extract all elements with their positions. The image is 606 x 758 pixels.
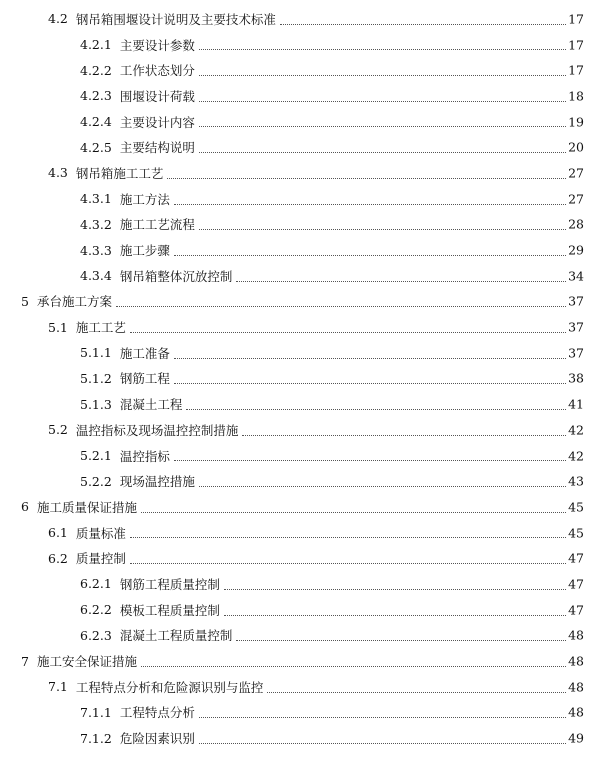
- toc-entry-title: 现场温控措施: [119, 474, 195, 490]
- toc-entry[interactable]: [0, 134, 606, 160]
- toc-entry-page-number: 19: [568, 114, 584, 130]
- toc-entry-page-number: 48: [568, 653, 584, 669]
- dot-leader: [116, 306, 574, 307]
- dot-leader: [141, 666, 574, 667]
- toc-entry-number: 6.2: [48, 550, 68, 566]
- dot-leader: [199, 75, 574, 76]
- toc-entry-page-number: 47: [568, 550, 584, 566]
- toc-entry-page-number: 48: [568, 679, 584, 695]
- toc-entry-title: 工程特点分析和危险源识别与监控: [75, 679, 264, 695]
- toc-entry-page-number: 41: [568, 396, 584, 412]
- toc-entry[interactable]: [0, 109, 606, 135]
- toc-entry[interactable]: [0, 212, 606, 238]
- toc-entry-page-number: 37: [568, 345, 584, 361]
- dot-leader: [242, 435, 574, 436]
- toc-entry-page-number: 37: [568, 319, 584, 335]
- dot-leader: [224, 589, 574, 590]
- dot-leader: [186, 409, 574, 410]
- toc-entry-number: 5.2.2: [80, 473, 112, 489]
- toc-entry-number: 5.1.2: [80, 370, 112, 386]
- dot-leader: [199, 126, 574, 127]
- toc-entry[interactable]: [0, 443, 606, 469]
- toc-entry-page-number: 37: [568, 293, 584, 309]
- toc-entry[interactable]: [0, 700, 606, 726]
- toc-entry-title: 钢吊箱围堰设计说明及主要技术标准: [75, 11, 276, 27]
- toc-entry-number: 6: [21, 499, 29, 515]
- toc-entry-number: 6.2.2: [80, 602, 112, 618]
- toc-entry-number: 6.1: [48, 525, 68, 541]
- toc-entry-page-number: 47: [568, 602, 584, 618]
- toc-entry-title: 危险因素识别: [119, 731, 195, 747]
- toc-entry[interactable]: [0, 340, 606, 366]
- toc-entry[interactable]: [0, 545, 606, 571]
- dot-leader: [199, 743, 574, 744]
- toc-entry-number: 4.3.4: [80, 268, 112, 284]
- toc-entry-title: 工作状态划分: [119, 63, 195, 79]
- toc-entry-number: 7.1.2: [80, 730, 112, 746]
- toc-entry-page-number: 48: [568, 704, 584, 720]
- toc-entry-number: 4.2.5: [80, 139, 112, 155]
- toc-entry[interactable]: [0, 571, 606, 597]
- toc-entry-title: 施工工艺: [75, 320, 126, 336]
- toc-entry[interactable]: [0, 289, 606, 315]
- toc-entry[interactable]: [0, 366, 606, 392]
- toc-entry-number: 4.2.2: [80, 62, 112, 78]
- toc-entry-number: 4.3.2: [80, 216, 112, 232]
- toc-entry-title: 主要设计参数: [119, 37, 195, 53]
- toc-entry[interactable]: [0, 83, 606, 109]
- toc-entry-page-number: 45: [568, 525, 584, 541]
- toc-entry-number: 4.2: [48, 11, 68, 27]
- toc-entry-page-number: 47: [568, 576, 584, 592]
- toc-entry-title: 主要设计内容: [119, 114, 195, 130]
- toc-entry-title: 质量控制: [75, 551, 126, 567]
- toc-entry[interactable]: [0, 417, 606, 443]
- dot-leader: [280, 24, 574, 25]
- toc-entry-title: 钢筋工程质量控制: [119, 576, 220, 592]
- toc-entry[interactable]: [0, 160, 606, 186]
- dot-leader: [236, 640, 574, 641]
- toc-entry[interactable]: [0, 468, 606, 494]
- dot-leader: [199, 49, 574, 50]
- toc-entry-title: 施工工艺流程: [119, 217, 195, 233]
- toc-entry-number: 5.2: [48, 422, 68, 438]
- toc-entry-number: 5.1.3: [80, 396, 112, 412]
- toc-entry-page-number: 18: [568, 88, 584, 104]
- toc-entry-page-number: 34: [568, 268, 584, 284]
- toc-entry-number: 6.2.1: [80, 576, 112, 592]
- toc-entry-title: 施工质量保证措施: [36, 499, 137, 515]
- toc-entry-title: 温控指标及现场温控控制措施: [75, 422, 239, 438]
- toc-entry-number: 7.1.1: [80, 704, 112, 720]
- dot-leader: [267, 692, 574, 693]
- toc-entry-title: 质量标准: [75, 525, 126, 541]
- toc-entry[interactable]: [0, 648, 606, 674]
- toc-entry-number: 5.1.1: [80, 345, 112, 361]
- toc-entry-page-number: 45: [568, 499, 584, 515]
- dot-leader: [174, 460, 574, 461]
- toc-entry[interactable]: [0, 237, 606, 263]
- dot-leader: [224, 615, 574, 616]
- dot-leader: [174, 204, 574, 205]
- toc-entry-number: 4.3.3: [80, 242, 112, 258]
- toc-entry-page-number: 42: [568, 422, 584, 438]
- toc-entry-page-number: 28: [568, 216, 584, 232]
- dot-leader: [167, 178, 574, 179]
- dot-leader: [174, 255, 574, 256]
- toc-entry-number: 4.3: [48, 165, 68, 181]
- toc-entry[interactable]: [0, 520, 606, 546]
- toc-entry[interactable]: [0, 186, 606, 212]
- toc-entry-number: 7.1: [48, 679, 68, 695]
- toc-entry-title: 钢筋工程: [119, 371, 170, 387]
- toc-entry-page-number: 17: [568, 37, 584, 53]
- toc-entry[interactable]: [0, 57, 606, 83]
- toc-entry[interactable]: [0, 494, 606, 520]
- toc-entry-page-number: 17: [568, 11, 584, 27]
- dot-leader: [199, 717, 574, 718]
- toc-entry-number: 4.2.1: [80, 37, 112, 53]
- dot-leader: [199, 229, 574, 230]
- toc-entry-page-number: 27: [568, 165, 584, 181]
- toc-entry-page-number: 43: [568, 473, 584, 489]
- dot-leader: [199, 152, 574, 153]
- toc-entry-title: 钢吊箱施工工艺: [75, 165, 164, 181]
- toc-entry-title: 混凝土工程: [119, 397, 183, 413]
- toc-entry-title: 承台施工方案: [36, 294, 112, 310]
- toc-entry[interactable]: [0, 263, 606, 289]
- dot-leader: [130, 332, 574, 333]
- toc-entry-number: 4.2.4: [80, 114, 112, 130]
- table-of-contents: [0, 6, 606, 751]
- toc-entry[interactable]: [0, 725, 606, 751]
- toc-entry[interactable]: [0, 6, 606, 32]
- toc-entry[interactable]: [0, 314, 606, 340]
- toc-entry-page-number: 38: [568, 370, 584, 386]
- toc-entry-number: 5: [21, 293, 29, 309]
- toc-entry-page-number: 27: [568, 191, 584, 207]
- dot-leader: [130, 563, 574, 564]
- toc-entry-title: 工程特点分析: [119, 705, 195, 721]
- toc-entry[interactable]: [0, 623, 606, 649]
- toc-entry-page-number: 29: [568, 242, 584, 258]
- toc-entry-page-number: 42: [568, 448, 584, 464]
- dot-leader: [236, 281, 574, 282]
- toc-entry-number: 5.2.1: [80, 448, 112, 464]
- toc-entry-number: 4.2.3: [80, 88, 112, 104]
- toc-entry[interactable]: [0, 391, 606, 417]
- toc-entry-number: 5.1: [48, 319, 68, 335]
- toc-entry-title: 施工准备: [119, 345, 170, 361]
- toc-entry-page-number: 20: [568, 139, 584, 155]
- toc-entry-number: 4.3.1: [80, 191, 112, 207]
- toc-entry-title: 主要结构说明: [119, 140, 195, 156]
- toc-entry-title: 模板工程质量控制: [119, 602, 220, 618]
- toc-entry-title: 施工步骤: [119, 243, 170, 259]
- dot-leader: [174, 383, 574, 384]
- toc-entry-page-number: 49: [568, 730, 584, 746]
- toc-entry[interactable]: [0, 597, 606, 623]
- dot-leader: [141, 512, 574, 513]
- toc-entry-page-number: 48: [568, 627, 584, 643]
- toc-entry-page-number: 17: [568, 62, 584, 78]
- dot-leader: [199, 486, 574, 487]
- dot-leader: [199, 101, 574, 102]
- toc-entry-title: 钢吊箱整体沉放控制: [119, 268, 233, 284]
- toc-entry-title: 施工安全保证措施: [36, 654, 137, 670]
- toc-entry[interactable]: [0, 32, 606, 58]
- toc-entry-title: 混凝土工程质量控制: [119, 628, 233, 644]
- toc-entry-title: 围堰设计荷载: [119, 88, 195, 104]
- toc-entry-number: 7: [21, 653, 29, 669]
- dot-leader: [174, 358, 574, 359]
- toc-entry-title: 温控指标: [119, 448, 170, 464]
- dot-leader: [130, 537, 574, 538]
- toc-entry[interactable]: [0, 674, 606, 700]
- toc-entry-number: 6.2.3: [80, 627, 112, 643]
- toc-entry-title: 施工方法: [119, 191, 170, 207]
